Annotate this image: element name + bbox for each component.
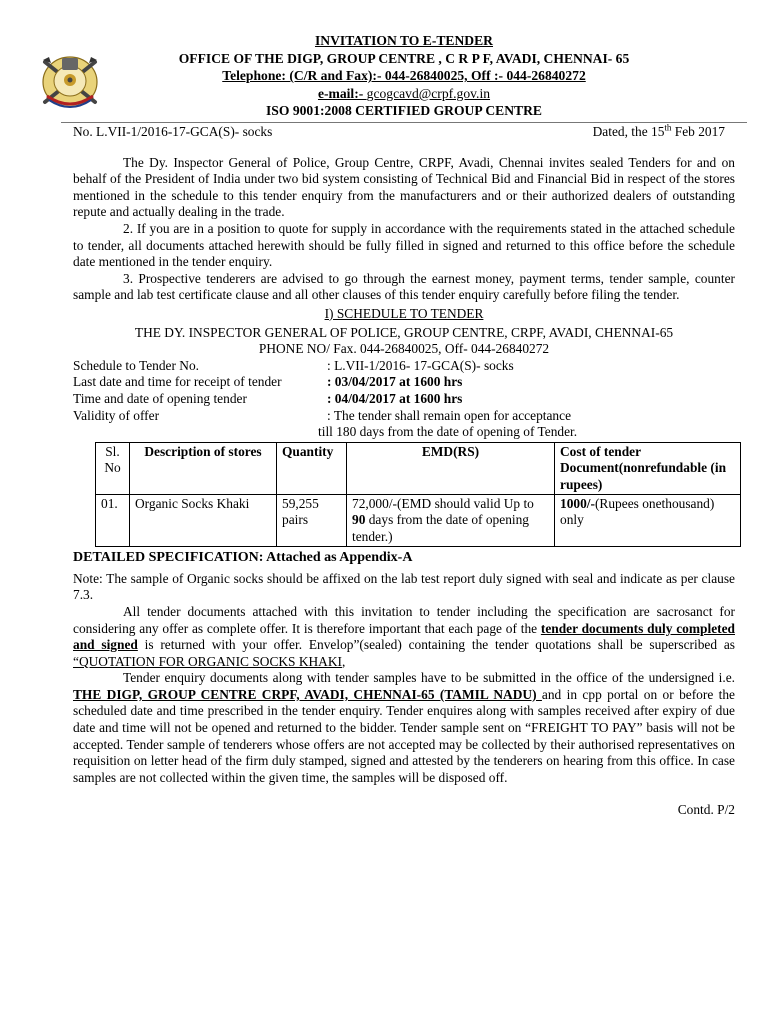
- header-emd: EMD(RS): [347, 442, 555, 494]
- schedule-row: [73, 374, 735, 391]
- email-link[interactable]: gcogcavd@crpf.gov.in: [366, 85, 491, 101]
- cell-quantity: 59,255 pairs: [277, 494, 347, 546]
- docs-text-e: ,: [341, 653, 346, 669]
- letterhead: [73, 32, 735, 122]
- note-paragraph: Note: The sample of Organic socks should be affixed on the lab test report duly signed with seal and indicate as per clause 7.3.: [73, 570, 735, 603]
- docs-text-a: All tender documents attached with this invitation to tender including the specification are sacrosanct for considering any offer as complete offer. It is therefore important that each page of the: [73, 603, 735, 636]
- telephone-line: Telephone: (C/R and Fax):- 044-26840025, Off :- 044-26840272: [222, 68, 586, 84]
- header-sl: Sl. No: [96, 442, 130, 494]
- email-line: [73, 85, 735, 103]
- schedule-office-line: THE DY. INSPECTOR GENERAL OF POLICE, GROUP CENTRE, CRPF, AVADI, CHENNAI-65: [134, 324, 674, 340]
- continued-marker: Contd. P/2: [677, 802, 735, 818]
- schedule-row: [73, 408, 735, 425]
- date-prefix: Dated, the 15: [592, 124, 665, 139]
- schedule-value: : The tender shall remain open for acceptance: [327, 407, 572, 423]
- cost-words: (Rupees onethousand) only: [560, 495, 715, 528]
- cell-cost: [555, 494, 741, 546]
- cost-amount: 1000/-: [560, 495, 595, 511]
- samples-text-c: and in cpp portal on or before the scheduled date and time prescribed in the tender enquiry. Tender enquires along with samples received after expiry of due date and time will not be opened and returned to the bidder. Tender sample sent on “FREIGHT TO PAY” basis will not be accepted. Tender sample of tenderers whose offers are not accepted may be collected by their authorised representatives on requisition on letter head of the firm duly stamped, signed and attested by the tenderers on hearing from this office. In case samples are not collected within the given time, the samples will be disposed off.: [73, 686, 735, 785]
- schedule-label: Time and date of opening tender: [73, 390, 247, 406]
- table-header-row: [96, 442, 741, 494]
- date-suffix: Feb 2017: [671, 124, 725, 139]
- schedule-value: : L.VII-1/2016- 17-GCA(S)- socks: [327, 357, 514, 373]
- title: INVITATION TO E-TENDER: [314, 33, 494, 48]
- table-row: [96, 494, 741, 546]
- schedule-row: [73, 391, 735, 408]
- email-label: e-mail:-: [317, 85, 367, 101]
- schedule-value: : 03/04/2017 at 1600 hrs: [327, 374, 463, 390]
- documents-paragraph: [73, 604, 735, 670]
- office-line: OFFICE OF THE DIGP, GROUP CENTRE , C R P F, AVADI, CHENNAI- 65: [178, 50, 630, 66]
- schedule-value: : 04/04/2017 at 1600 hrs: [327, 390, 463, 406]
- paragraph-3: 3. Prospective tenderers are advised to go through the earnest money, payment terms, tender sample, counter sample and lab test certificate clause and all other clauses of this tender enquiry carefully before filing the tender.: [73, 270, 735, 303]
- reference-row: [73, 124, 735, 141]
- schedule-row: [73, 358, 735, 375]
- schedule-label: Schedule to Tender No.: [73, 357, 199, 373]
- cell-description: Organic Socks Khaki: [130, 494, 277, 546]
- validity-continuation: till 180 days from the date of opening of Tender.: [318, 424, 578, 440]
- schedule-title: I) SCHEDULE TO TENDER: [324, 305, 484, 321]
- emd-text: 72,000/-(EMD should valid Up to: [352, 495, 534, 511]
- reference-number: No. L.VII-1/2016-17-GCA(S)- socks: [73, 124, 273, 139]
- schedule-label: Last date and time for receipt of tender: [73, 374, 282, 390]
- paragraph-2: 2. If you are in a position to quote for supply in accordance with the requirements stated in the attached schedule to tender, all documents attached herewith should be fully filled in signed and returned to this office before the schedule date mentioned in the tender enquiry.: [73, 220, 735, 270]
- header-quantity: Quantity: [277, 442, 347, 494]
- date-sup: th: [664, 122, 672, 133]
- docs-text-c: is returned with your offer. Envelop”(sealed) containing the tender quotations shall be superscribed as: [137, 637, 735, 653]
- samples-address: THE DIGP, GROUP CENTRE CRPF, AVADI, CHENNAI-65 (TAMIL NADU): [73, 686, 542, 702]
- paragraph-1: The Dy. Inspector General of Police, Group Centre, CRPF, Avadi, Chennai invites sealed Tenders for and on behalf of the President of India under two bid system consisting of Technical Bid and Financial Bid in respect of the stores mentioned in the schedule to this tender enquiry from the manufacturers and or their authorized dealers of outstanding repute and actually dealing in the trade.: [73, 154, 735, 220]
- spec-heading: DETAILED SPECIFICATION: Attached as Appendix-A: [73, 550, 413, 566]
- samples-paragraph: [73, 670, 735, 786]
- samples-text-a: Tender enquiry documents along with tender samples have to be submitted in the office of the undersigned i.e.: [123, 670, 735, 686]
- header-rule: [61, 122, 747, 123]
- reference-date: [593, 124, 735, 141]
- header-cost: Cost of tender Document(nonrefundable (in rupees): [555, 442, 741, 494]
- schedule-phone-line: PHONE NO/ Fax. 044-26840025, Off- 044-26840272: [258, 341, 550, 357]
- cell-emd: [347, 494, 555, 546]
- crpf-emblem-icon: [35, 48, 105, 110]
- docs-superscription: “QUOTATION FOR ORGANIC SOCKS KHAKI: [73, 653, 342, 669]
- docs-emphasis: tender documents duly completed and signed: [73, 620, 735, 653]
- emd-text-end: days from the date of opening tender.): [352, 512, 530, 544]
- schedule-label: Validity of offer: [73, 407, 160, 423]
- iso-line: ISO 9001:2008 CERTIFIED GROUP CENTRE: [266, 103, 542, 119]
- stores-table: [95, 442, 741, 547]
- document-page: [73, 32, 735, 819]
- header-description: Description of stores: [130, 442, 277, 494]
- cell-sl: 01.: [96, 494, 130, 546]
- emd-days: 90: [352, 512, 366, 528]
